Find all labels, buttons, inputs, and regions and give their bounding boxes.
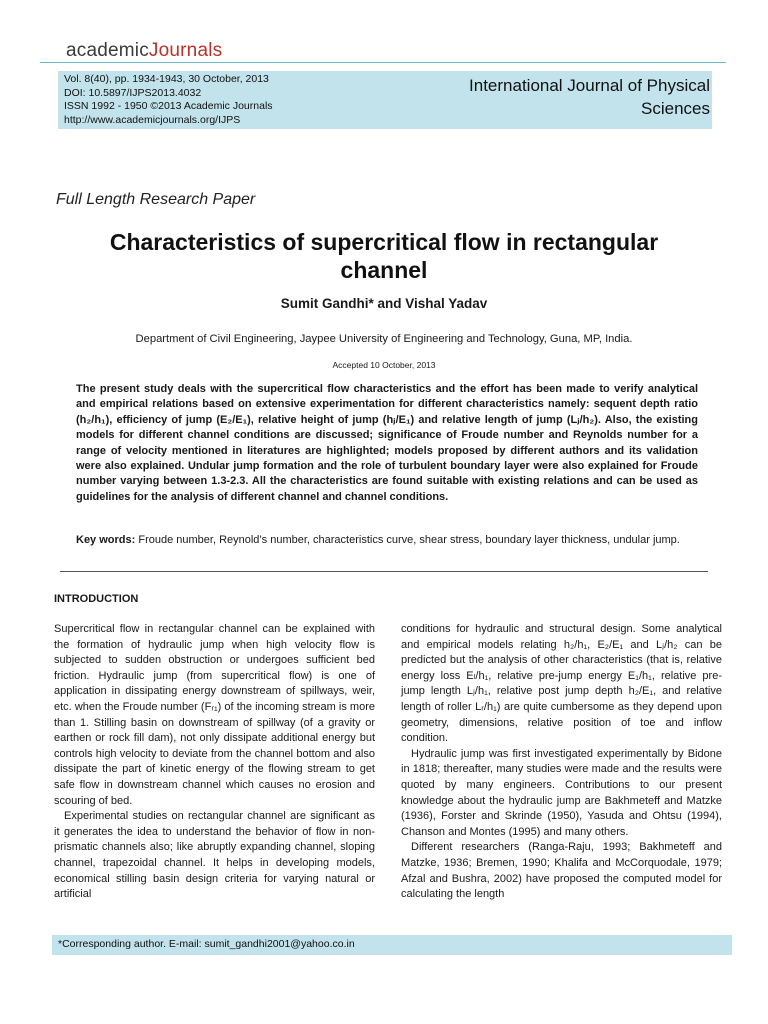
paragraph: Hydraulic jump was first investigated experimentally by Bidone in 1818; thereafter, many studies were made and the results were quoted by many engineers. Contributions to our present knowledge about the hydraulic jump are Bakhmeteff and Matzke (1936), Forster and Skrinde (1950), Yasuda and Ohtsu (1994), Chanson and Montes (1995) and many others. xyxy=(401,747,722,838)
keywords-text: Froude number, Reynold’s number, characteristics curve, shear stress, boundary layer thickness, undular jump. xyxy=(138,534,680,546)
corresponding-author[interactable]: *Corresponding author. E-mail: sumit_gandhi2001@yahoo.co.in xyxy=(58,938,355,950)
publisher-logo xyxy=(66,40,222,62)
logo-academic: academic xyxy=(66,40,149,61)
citation-meta xyxy=(64,73,273,127)
journal-name-line2: Sciences xyxy=(641,99,710,118)
logo-journals: Journals xyxy=(148,40,223,61)
abstract-rule xyxy=(60,571,708,572)
title-line2: channel xyxy=(340,257,428,283)
journal-name xyxy=(430,74,710,120)
section-heading: INTRODUCTION xyxy=(54,593,139,605)
accepted-date: Accepted 10 October, 2013 xyxy=(332,360,436,370)
meta-url[interactable]: http://www.academicjournals.org/IJPS xyxy=(64,113,241,126)
abstract: The present study deals with the supercritical flow characteristics and the effort has been made to verify analytical and empirical relations based on extensive experimentation for different characteristics namely: sequent depth ratio (h₂/h₁), efficiency of jump (E₂/E₁), relative height of jump (hⱼ/E₁) and relative length of jump (Lⱼ/h₂). Also, the existing models for different channel conditions are discussed; significance of Froude number and Reynolds number for a range of velocity mentioned in literatures are highlighted; models proposed by different authors and its validation were also explained. Undular jump formation and the role of turbulent boundary layer were also explained for Froude number varying between 1.3-2.3. All the characteristics are found suitable with existing relations and can be used as guidelines for the analysis of different channel and channel conditions. xyxy=(76,383,698,503)
meta-doi[interactable]: DOI: 10.5897/IJPS2013.4032 xyxy=(64,86,202,99)
body-column-right xyxy=(401,622,722,903)
keywords-label: Key words: xyxy=(76,534,136,546)
body-column-left xyxy=(54,622,375,903)
header-rule xyxy=(40,62,726,63)
paragraph: Supercritical flow in rectangular channel can be explained with the formation of hydraulic jump when high velocity flow is subjected to sudden obstruction or undergoes sufficient bed friction. Hydraulic jump (from supercritical flow) is one of application in dissipating energy downstream of spillways, weir, etc. when the Froude number (Fᵣ₁) of the incoming stream is more than 1. Stilling basin on downstream of spillway (of a gravity or earthen or rock fill dam), not only dissipate additional energy but controls high velocity to deviate from the channel bottom and also dissipate the part of kinetic energy of the flowing stream to get safe flow in downstream channel which causes no erosion and scouring of bed. xyxy=(54,623,375,807)
paper-type: Full Length Research Paper xyxy=(56,191,256,208)
meta-volume: Vol. 8(40), pp. 1934-1943, 30 October, 2013 xyxy=(64,73,269,85)
paragraph: conditions for hydraulic and structural design. Some analytical and empirical models relating h₂/h₁, E₂/E₁ and Lⱼ/h₂ can be predicted but the analysis of other characteristics (that is, relative energy loss Eₗ/h₁, relative pre-jump energy E₁/h₁, relative pre-jump length Lⱼ/h₁, relative post jump depth h₂/E₁, and relative length of roller Lᵣ/h₁) are quite cumbersome as they depend upon geometry, dimensions, relative position of toe and inflow condition. xyxy=(401,623,722,745)
keywords xyxy=(76,533,698,548)
meta-issn: ISSN 1992 - 1950 ©2013 Academic Journals xyxy=(64,100,273,112)
title-line1: Characteristics of supercritical flow in rectangular xyxy=(109,229,659,255)
journal-name-line1: International Journal of Physical xyxy=(469,76,710,95)
affiliation: Department of Civil Engineering, Jaypee University of Engineering and Technology, Guna, MP, India. xyxy=(135,333,633,345)
paper-title xyxy=(60,228,708,284)
paragraph: Experimental studies on rectangular channel are significant as it generates the idea to understand the behavior of flow in non-prismatic channels also; like abruptly expanding channel, sloping channel, trapezoidal channel. It helps in developing models, economical stilling basin design criteria for varying natural or artificial xyxy=(54,810,375,901)
paragraph: Different researchers (Ranga-Raju, 1993; Bakhmeteff and Matzke, 1936; Bremen, 1990; Khalifa and McCorquodale, 1979; Afzal and Bushra, 2002) have proposed the computed model for calculating the length xyxy=(401,841,722,901)
authors: Sumit Gandhi* and Vishal Yadav xyxy=(280,296,488,311)
